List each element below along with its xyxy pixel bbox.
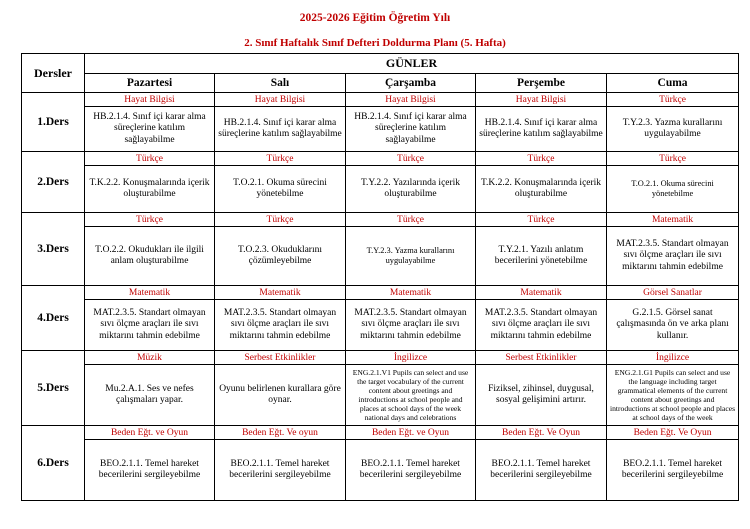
outcome-cell: HB.2.1.4. Sınıf içi karar alma süreçlerine katılım sağlayabilme (85, 107, 215, 152)
outcome-cell: T.Y.2.2. Yazılarında içerik oluşturabilme (346, 166, 476, 213)
day-header-monday: Pazartesi (85, 74, 215, 93)
lesson-label: 2.Ders (22, 152, 85, 213)
outcome-cell: BEO.2.1.1. Temel hareket becerilerini sergileyebilme (607, 440, 739, 501)
subject-cell: Türkçe (476, 152, 607, 166)
outcome-cell: MAT.2.3.5. Standart olmayan sıvı ölçme araçları ile sıvı miktarını tahmin edebilme (607, 227, 739, 286)
subject-cell: Matematik (607, 213, 739, 227)
subject-cell: Türkçe (607, 152, 739, 166)
subject-cell: Hayat Bilgisi (85, 93, 215, 107)
subject-cell: İngilizce (607, 351, 739, 365)
outcome-cell: BEO.2.1.1. Temel hareket becerilerini sergileyebilme (476, 440, 607, 501)
outcome-cell: BEO.2.1.1. Temel hareket becerilerini sergileyebilme (346, 440, 476, 501)
outcome-cell: HB.2.1.4. Sınıf içi karar alma süreçlerine katılım sağlayabilme (476, 107, 607, 152)
subject-cell: Türkçe (607, 93, 739, 107)
outcome-cell: MAT.2.3.5. Standart olmayan sıvı ölçme araçları ile sıvı miktarını tahmin edebilme (215, 300, 346, 351)
day-header-friday: Cuma (607, 74, 739, 93)
outcome-cell: T.Y.2.1. Yazılı anlatım becerilerini yönetebilme (476, 227, 607, 286)
subject-cell: Hayat Bilgisi (346, 93, 476, 107)
subject-cell: Türkçe (85, 213, 215, 227)
outcome-cell: HB.2.1.4. Sınıf içi karar alma süreçlerine katılım sağlayabilme (215, 107, 346, 152)
outcome-cell: ENG.2.1.G1 Pupils can select and use the language including target grammatical elements of the current content about greetings and introductions at school people and places at school days of the week (607, 365, 739, 426)
lesson-label: 4.Ders (22, 286, 85, 351)
outcome-cell: G.2.1.5. Görsel sanat çalışmasında ön ve arka planı kullanır. (607, 300, 739, 351)
subject-cell: Beden Eğt. Ve Oyun (607, 426, 739, 440)
lesson-label: 1.Ders (22, 93, 85, 152)
outcome-cell: T.Y.2.3. Yazma kurallarını uygulayabilme (346, 227, 476, 286)
subject-cell: Beden Eğt. ve Oyun (85, 426, 215, 440)
subject-cell: Hayat Bilgisi (215, 93, 346, 107)
subject-cell: Türkçe (215, 152, 346, 166)
subject-cell: Matematik (85, 286, 215, 300)
outcome-cell: MAT.2.3.5. Standart olmayan sıvı ölçme araçları ile sıvı miktarını tahmin edebilme (476, 300, 607, 351)
subject-cell: Müzik (85, 351, 215, 365)
subject-cell: Türkçe (346, 152, 476, 166)
outcome-cell: HB.2.1.4. Sınıf içi karar alma süreçlerine katılım sağlayabilme (346, 107, 476, 152)
lessons-header: Dersler (22, 54, 85, 93)
outcome-cell: T.O.2.3. Okuduklarını çözümleyebilme (215, 227, 346, 286)
document-title: 2025-2026 Eğitim Öğretim Yılı (299, 12, 451, 24)
document-subtitle: 2. Sınıf Haftalık Sınıf Defteri Doldurma Planı (5. Hafta) (244, 37, 506, 49)
subject-cell: Matematik (215, 286, 346, 300)
outcome-cell: MAT.2.3.5. Standart olmayan sıvı ölçme araçları ile sıvı miktarını tahmin edebilme (85, 300, 215, 351)
subject-cell: Matematik (476, 286, 607, 300)
subject-cell: Türkçe (346, 213, 476, 227)
outcome-cell: T.O.2.1. Okuma sürecini yönetebilme (607, 166, 739, 213)
subject-cell: Türkçe (215, 213, 346, 227)
days-group-header: GÜNLER (85, 54, 739, 74)
outcome-cell: T.O.2.2. Okudukları ile ilgili anlam oluşturabilme (85, 227, 215, 286)
weekly-plan-table (21, 53, 739, 501)
day-header-thursday: Perşembe (476, 74, 607, 93)
subject-cell: Görsel Sanatlar (607, 286, 739, 300)
outcome-cell: Mu.2.A.1. Ses ve nefes çalışmaları yapar. (85, 365, 215, 426)
outcome-cell: T.Y.2.3. Yazma kurallarını uygulayabilme (607, 107, 739, 152)
subject-cell: Serbest Etkinlikler (215, 351, 346, 365)
subject-cell: İngilizce (346, 351, 476, 365)
subject-cell: Türkçe (85, 152, 215, 166)
subject-cell: Serbest Etkinlikler (476, 351, 607, 365)
subject-cell: Matematik (346, 286, 476, 300)
outcome-cell: T.K.2.2. Konuşmalarında içerik oluşturabilme (85, 166, 215, 213)
lesson-label: 6.Ders (22, 426, 85, 501)
outcome-cell: Fiziksel, zihinsel, duygusal, sosyal gelişimini artırır. (476, 365, 607, 426)
subject-cell: Beden Eğt. ve Oyun (346, 426, 476, 440)
subject-cell: Beden Eğt. Ve oyun (215, 426, 346, 440)
outcome-cell: Oyunu belirlenen kurallara göre oynar. (215, 365, 346, 426)
lesson-label: 5.Ders (22, 351, 85, 426)
subject-cell: Beden Eğt. Ve Oyun (476, 426, 607, 440)
day-header-wednesday: Çarşamba (346, 74, 476, 93)
outcome-cell: ENG.2.1.V1 Pupils can select and use the target vocabulary of the current content about greetings and introductions at school people and places at school days of the week national days and celebrations (346, 365, 476, 426)
subject-cell: Türkçe (476, 213, 607, 227)
outcome-cell: T.K.2.2. Konuşmalarında içerik oluşturabilme (476, 166, 607, 213)
outcome-cell: BEO.2.1.1. Temel hareket becerilerini sergileyebilme (215, 440, 346, 501)
outcome-cell: MAT.2.3.5. Standart olmayan sıvı ölçme araçları ile sıvı miktarını tahmin edebilme (346, 300, 476, 351)
outcome-cell: T.O.2.1. Okuma sürecini yönetebilme (215, 166, 346, 213)
lesson-label: 3.Ders (22, 213, 85, 286)
outcome-cell: BEO.2.1.1. Temel hareket becerilerini sergileyebilme (85, 440, 215, 501)
day-header-tuesday: Salı (215, 74, 346, 93)
subject-cell: Hayat Bilgisi (476, 93, 607, 107)
